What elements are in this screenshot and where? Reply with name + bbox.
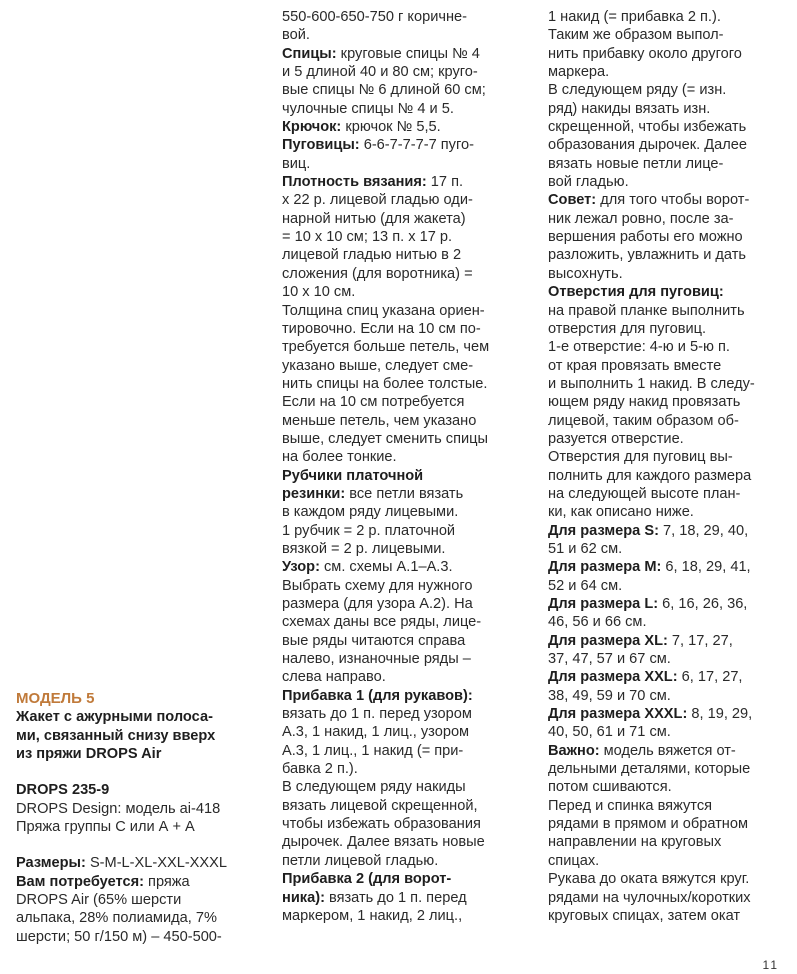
body-text: В следующем ряду (= изн. bbox=[548, 82, 727, 99]
text-line bbox=[282, 668, 537, 686]
body-text: для того чтобы ворот- bbox=[596, 192, 750, 209]
design-ref: DROPS Design: модель ai-418 bbox=[16, 800, 221, 817]
text-line bbox=[548, 797, 793, 815]
body-text: разложить, увлажнить и дать bbox=[548, 247, 747, 264]
text-line bbox=[282, 760, 537, 778]
body-text: дырочек. Далее вязать новые bbox=[282, 834, 485, 851]
body-text: вые ряды читаются справа bbox=[282, 632, 466, 649]
body-text: вой. bbox=[282, 27, 310, 44]
text-line bbox=[548, 412, 793, 430]
body-text: лицевой, таким образом об- bbox=[548, 412, 739, 429]
text-line bbox=[282, 650, 537, 668]
right-column bbox=[548, 8, 793, 925]
body-text: в каждом ряду лицевыми. bbox=[282, 504, 459, 521]
run-in-heading: резинки: bbox=[282, 485, 346, 502]
materials-line: DROPS Air (65% шерсти bbox=[16, 892, 182, 909]
body-text: петли лицевой гладью. bbox=[282, 852, 439, 869]
body-text: 6, 18, 29, 41, bbox=[661, 559, 751, 576]
text-line bbox=[282, 613, 537, 631]
body-text: все петли вязать bbox=[345, 485, 464, 502]
text-line bbox=[282, 595, 537, 613]
text-line bbox=[548, 485, 793, 503]
text-line bbox=[548, 815, 793, 833]
body-text: 46, 56 и 66 см. bbox=[548, 614, 647, 631]
text-line bbox=[548, 63, 793, 81]
body-text: см. схемы А.1–А.3. bbox=[319, 559, 453, 576]
text-line bbox=[548, 687, 793, 705]
text-line bbox=[548, 246, 793, 264]
body-text: рядами на чулочных/коротких bbox=[548, 889, 751, 906]
text-line bbox=[282, 540, 537, 558]
materials-line: Вам потребуется: пряжа bbox=[16, 873, 190, 890]
body-text: размера (для узора А.2). На bbox=[282, 596, 473, 612]
text-line bbox=[548, 118, 793, 136]
text-line bbox=[282, 26, 537, 44]
text-line bbox=[548, 595, 793, 613]
run-in-heading: Крючок: bbox=[282, 119, 342, 136]
text-line bbox=[548, 81, 793, 99]
body-text: 7, 17, 27, bbox=[667, 632, 733, 649]
text-line bbox=[548, 8, 793, 26]
body-text: направлении на круговых bbox=[548, 834, 722, 851]
run-in-heading: Отверстия для пуговиц: bbox=[548, 284, 724, 301]
body-text: вые спицы № 6 длиной 60 см; bbox=[282, 82, 486, 99]
text-line bbox=[282, 870, 537, 888]
body-text: 6, 16, 26, 36, bbox=[658, 596, 748, 612]
body-text: высохнуть. bbox=[548, 265, 623, 282]
text-line bbox=[548, 503, 793, 521]
text-line bbox=[282, 778, 537, 796]
body-text: 6-6-7-7-7-7 пуго- bbox=[359, 137, 474, 154]
run-in-heading: Рубчики платочной bbox=[282, 467, 424, 484]
body-text: маркером, 1 накид, 2 лиц., bbox=[282, 907, 463, 924]
body-text: ющем ряду накид провязать bbox=[548, 394, 741, 411]
body-text: меньше петель, чем указано bbox=[282, 412, 477, 429]
body-text: 1 рубчик = 2 р. платочной bbox=[282, 522, 456, 539]
text-line bbox=[282, 283, 537, 301]
run-in-heading: Пуговицы: bbox=[282, 137, 360, 154]
body-text: А.3, 1 накид, 1 лиц., узором bbox=[282, 724, 470, 741]
body-text: 550-600-650-750 г коричне- bbox=[282, 9, 467, 25]
body-text: тировочно. Если на 10 см по- bbox=[282, 320, 481, 337]
text-line bbox=[282, 228, 537, 246]
body-text: Таким же образом выпол- bbox=[548, 27, 724, 44]
text-line bbox=[548, 540, 793, 558]
body-text: схемах даны все ряды, лице- bbox=[282, 614, 482, 631]
text-line bbox=[282, 320, 537, 338]
text-line bbox=[282, 577, 537, 595]
text-line bbox=[282, 302, 537, 320]
text-line bbox=[282, 393, 537, 411]
body-text: Толщина спиц указана ориен- bbox=[282, 302, 485, 319]
text-line bbox=[548, 907, 793, 925]
run-in-heading: Узор: bbox=[282, 559, 320, 576]
body-text: потом сшиваются. bbox=[548, 779, 672, 796]
run-in-heading: Для размера XXXL: bbox=[548, 706, 688, 723]
body-text: 51 и 62 см. bbox=[548, 540, 623, 557]
body-text: ки, как описано ниже. bbox=[548, 504, 694, 521]
body-text: 10 х 10 см. bbox=[282, 284, 356, 301]
body-text: спицах. bbox=[548, 852, 600, 869]
text-line bbox=[282, 430, 537, 448]
body-text: вой гладью. bbox=[548, 174, 629, 191]
body-text: рядами в прямом и обратном bbox=[548, 816, 749, 833]
text-line bbox=[548, 357, 793, 375]
text-line bbox=[282, 852, 537, 870]
run-in-heading: Прибавка 1 (для рукавов): bbox=[282, 687, 473, 704]
body-text: сложения (для воротника) = bbox=[282, 265, 473, 282]
body-text: маркера. bbox=[548, 64, 610, 81]
text-line bbox=[282, 467, 537, 485]
text-line bbox=[548, 650, 793, 668]
body-text: 38, 49, 59 и 70 см. bbox=[548, 687, 671, 704]
text-line bbox=[548, 338, 793, 356]
text-line bbox=[282, 118, 537, 136]
text-line bbox=[282, 136, 537, 154]
text-line bbox=[548, 136, 793, 154]
text-line bbox=[282, 191, 537, 209]
text-line bbox=[282, 265, 537, 283]
body-text: вязать до 1 п. перед узором bbox=[282, 706, 472, 723]
body-text: ряд) накиды вязать изн. bbox=[548, 100, 711, 117]
text-line bbox=[548, 448, 793, 466]
body-text: нить спицы на более толстые. bbox=[282, 375, 488, 392]
body-text: нить прибавку около другого bbox=[548, 45, 742, 62]
yarn-group: Пряжа группы С или А + А bbox=[16, 819, 195, 836]
body-text: Рукава до оката вяжутся круг. bbox=[548, 871, 750, 888]
text-line bbox=[548, 522, 793, 540]
text-line bbox=[282, 448, 537, 466]
body-text: указано выше, следует сме- bbox=[282, 357, 474, 374]
body-text: вершения работы его можно bbox=[548, 229, 743, 246]
text-line bbox=[548, 320, 793, 338]
text-line bbox=[548, 26, 793, 44]
run-in-heading: ника): bbox=[282, 889, 325, 906]
text-line bbox=[548, 393, 793, 411]
body-text: дельными деталями, которые bbox=[548, 761, 751, 778]
middle-column bbox=[282, 8, 537, 925]
text-line bbox=[548, 265, 793, 283]
text-line bbox=[282, 632, 537, 650]
run-in-heading: Для размера XL: bbox=[548, 632, 668, 649]
text-line bbox=[548, 760, 793, 778]
body-text: и 5 длиной 40 и 80 см; круго- bbox=[282, 64, 478, 81]
text-line bbox=[282, 705, 537, 723]
body-text: 1 накид (= прибавка 2 п.). bbox=[548, 9, 721, 25]
body-text: вязкой = 2 р. лицевыми. bbox=[282, 540, 446, 557]
text-line bbox=[282, 833, 537, 851]
body-text: налево, изнаночные ряды – bbox=[282, 651, 471, 668]
body-text: круговые спицы № 4 bbox=[336, 45, 480, 62]
body-text: требуется больше петель, чем bbox=[282, 339, 490, 356]
text-line bbox=[282, 63, 537, 81]
text-line bbox=[282, 100, 537, 118]
body-text: 1-е отверстие: 4-ю и 5-ю п. bbox=[548, 339, 730, 356]
body-text: 17 п. bbox=[426, 174, 464, 191]
body-text: разуется отверстие. bbox=[548, 430, 684, 447]
model-label: МОДЕЛЬ 5 bbox=[16, 690, 95, 707]
body-text: полнить для каждого размера bbox=[548, 467, 752, 484]
text-line bbox=[282, 173, 537, 191]
text-line bbox=[282, 503, 537, 521]
text-line bbox=[282, 155, 537, 173]
body-text: чулочные спицы № 4 и 5. bbox=[282, 100, 454, 117]
body-text: выше, следует сменить спицы bbox=[282, 430, 489, 447]
text-line bbox=[548, 283, 793, 301]
body-text: на правой планке выполнить bbox=[548, 302, 745, 319]
body-text: и выполнить 1 накид. В следу- bbox=[548, 375, 755, 392]
text-line bbox=[548, 191, 793, 209]
text-line bbox=[282, 522, 537, 540]
text-line bbox=[282, 687, 537, 705]
text-line bbox=[282, 558, 537, 576]
text-line bbox=[282, 81, 537, 99]
text-line bbox=[282, 357, 537, 375]
body-text: скрещенной, чтобы избежать bbox=[548, 119, 747, 136]
materials-line: шерсти; 50 г/150 м) – 450-500- bbox=[16, 928, 222, 945]
text-line bbox=[282, 412, 537, 430]
body-text: чтобы избежать образования bbox=[282, 816, 481, 833]
body-text: крючок № 5,5. bbox=[341, 119, 441, 136]
pattern-code: DROPS 235-9 bbox=[16, 782, 110, 799]
text-line bbox=[548, 833, 793, 851]
body-text: отверстия для пуговиц. bbox=[548, 320, 707, 337]
run-in-heading: Для размера L: bbox=[548, 596, 659, 612]
text-line bbox=[282, 742, 537, 760]
text-line bbox=[548, 558, 793, 576]
text-line bbox=[548, 632, 793, 650]
body-text: Если на 10 см потребуется bbox=[282, 394, 465, 411]
text-line bbox=[282, 210, 537, 228]
text-line bbox=[548, 430, 793, 448]
body-text: виц. bbox=[282, 155, 311, 172]
body-text: Выбрать схему для нужного bbox=[282, 577, 473, 594]
page-number: 11 bbox=[762, 958, 779, 972]
left-column bbox=[16, 690, 271, 946]
body-text: Перед и спинка вяжутся bbox=[548, 797, 713, 814]
text-line bbox=[282, 485, 537, 503]
text-line bbox=[548, 852, 793, 870]
body-text: вязать до 1 п. перед bbox=[324, 889, 467, 906]
text-line bbox=[282, 815, 537, 833]
text-line bbox=[548, 870, 793, 888]
text-line bbox=[548, 375, 793, 393]
text-line bbox=[548, 668, 793, 686]
title-line: Жакет с ажурными полоса- bbox=[16, 709, 213, 726]
text-line bbox=[548, 228, 793, 246]
text-line bbox=[548, 100, 793, 118]
materials-line: альпака, 28% полиамида, 7% bbox=[16, 910, 217, 927]
body-text: 7, 18, 29, 40, bbox=[658, 522, 749, 539]
text-line bbox=[282, 907, 537, 925]
body-text: нарной нитью (для жакета) bbox=[282, 210, 466, 227]
text-line bbox=[282, 8, 537, 26]
pattern-title bbox=[16, 708, 271, 763]
body-text: 37, 47, 57 и 67 см. bbox=[548, 651, 671, 668]
text-line bbox=[282, 889, 537, 907]
body-text: круговых спицах, затем окат bbox=[548, 907, 741, 924]
run-in-heading: Спицы: bbox=[282, 45, 337, 62]
body-text: на более тонкие. bbox=[282, 449, 397, 466]
text-line bbox=[548, 173, 793, 191]
body-text: 8, 19, 29, bbox=[687, 706, 753, 723]
body-text: 52 и 64 см. bbox=[548, 577, 623, 594]
text-line bbox=[282, 45, 537, 63]
body-text: бавка 2 п.). bbox=[282, 761, 358, 778]
body-text: А.3, 1 лиц., 1 накид (= при- bbox=[282, 742, 464, 759]
text-line bbox=[282, 723, 537, 741]
run-in-heading: Для размера S: bbox=[548, 522, 659, 539]
text-line bbox=[548, 613, 793, 631]
body-text: вязать лицевой скрещенной, bbox=[282, 797, 478, 814]
body-text: ник лежал ровно, после за- bbox=[548, 210, 734, 227]
body-text: лицевой гладью нитью в 2 bbox=[282, 247, 462, 264]
body-text: = 10 х 10 см; 13 п. х 17 р. bbox=[282, 229, 453, 246]
text-line bbox=[282, 338, 537, 356]
body-text: В следующем ряду накиды bbox=[282, 779, 466, 796]
title-line: ми, связанный снизу вверх bbox=[16, 727, 216, 744]
run-in-heading: Важно: bbox=[548, 742, 600, 759]
text-line bbox=[548, 705, 793, 723]
body-text: модель вяжется от- bbox=[599, 742, 736, 759]
text-line bbox=[548, 742, 793, 760]
body-text: 40, 50, 61 и 71 см. bbox=[548, 724, 671, 741]
title-line: из пряжи DROPS Air bbox=[16, 746, 162, 763]
body-text: 6, 17, 27, bbox=[677, 669, 743, 686]
body-text: х 22 р. лицевой гладью оди- bbox=[282, 192, 473, 209]
text-line bbox=[548, 302, 793, 320]
text-line bbox=[548, 577, 793, 595]
text-line bbox=[548, 889, 793, 907]
run-in-heading: Совет: bbox=[548, 192, 597, 209]
body-text: Отверстия для пуговиц вы- bbox=[548, 449, 733, 466]
text-line bbox=[282, 375, 537, 393]
text-line bbox=[548, 210, 793, 228]
text-line bbox=[548, 467, 793, 485]
run-in-heading: Для размера M: bbox=[548, 559, 662, 576]
text-line bbox=[282, 797, 537, 815]
body-text: образования дырочек. Далее bbox=[548, 137, 747, 154]
body-text: на следующей высоте план- bbox=[548, 485, 741, 502]
run-in-heading: Плотность вязания: bbox=[282, 174, 427, 191]
run-in-heading: Прибавка 2 (для ворот- bbox=[282, 871, 452, 888]
body-text: от края провязать вместе bbox=[548, 357, 722, 374]
run-in-heading: Для размера XXL: bbox=[548, 669, 678, 686]
body-text: слева направо. bbox=[282, 669, 386, 686]
text-line bbox=[548, 45, 793, 63]
text-line bbox=[548, 155, 793, 173]
body-text: вязать новые петли лице- bbox=[548, 155, 724, 172]
text-line bbox=[282, 246, 537, 264]
sizes-line: Размеры: S-M-L-XL-XXL-XXXL bbox=[16, 855, 228, 872]
text-line bbox=[548, 778, 793, 796]
text-line bbox=[548, 723, 793, 741]
